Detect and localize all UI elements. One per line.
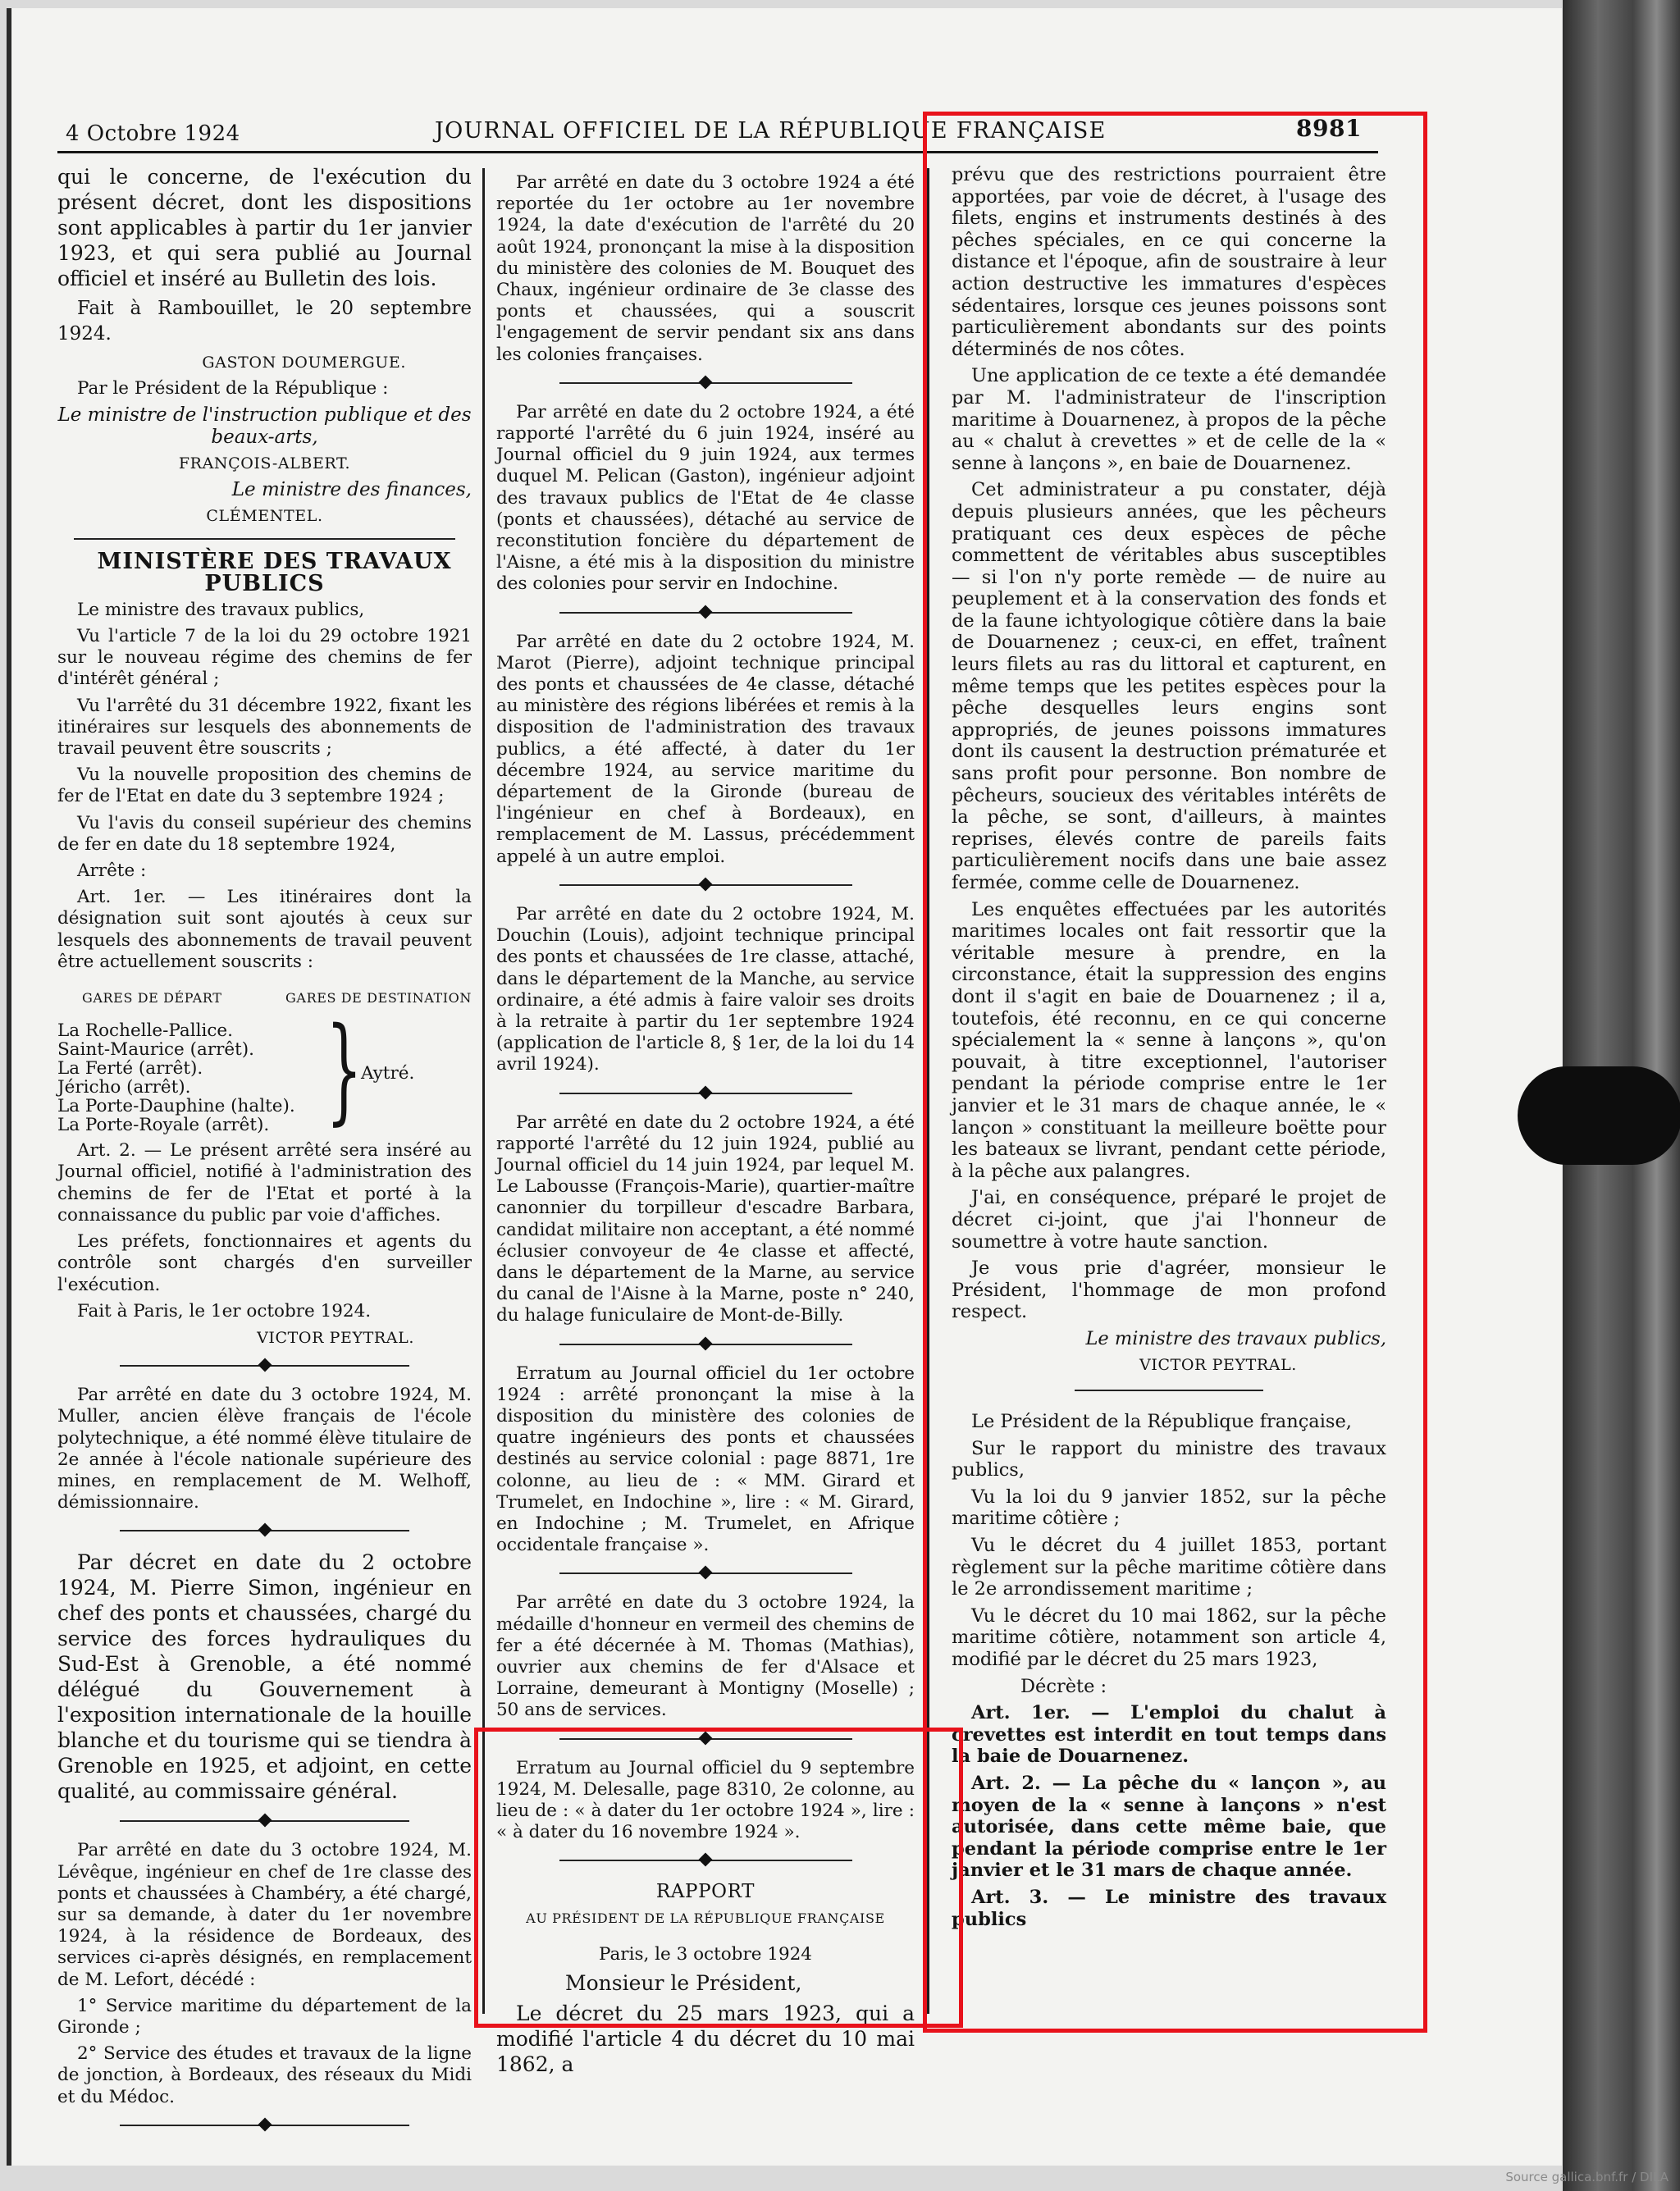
section-heading: MINISTÈRE DES TRAVAUX PUBLICS (97, 549, 452, 596)
service-1: 1° Service maritime du département de la Gironde ; (57, 1995, 472, 2038)
visa-3: Vu la nouvelle proposition des chemins de fer de l'Etat en date du 3 septembre 1924 ; (57, 765, 472, 807)
rapport-subtitle: AU PRÉSIDENT DE LA RÉPUBLIQUE FRANÇAISE (526, 1910, 885, 1926)
decret-sur-rapport: Sur le rapport du ministre des travaux publics, (952, 1437, 1386, 1481)
rapport-date: Paris, le 3 octobre 1924 (598, 1943, 812, 1965)
visa-4: Vu l'avis du conseil supérieur des chemins de fer en date du 18 septembre 1924, (57, 812, 472, 855)
station-item: La Rochelle-Pallice. (57, 1020, 233, 1042)
highlight-box-column-3 (923, 112, 1427, 2033)
rapport-text-2: Une application de ce texte a été demandée par M. l'administrateur de l'inscription maritime à Douarnenez, à propos de la pêche au « chalut à crevettes » et de celle de la « senne à lançons », en baie de Douarnenez. (952, 365, 1386, 474)
signature-clementel: CLÉMENTEL. (206, 507, 323, 526)
decrete-label: Décrète : (1020, 1675, 1107, 1697)
decret-president: Le Président de la République française, (971, 1411, 1352, 1433)
fait-paris: Fait à Paris, le 1er octobre 1924. (77, 1300, 372, 1321)
rapport-ministre: Le ministre des travaux publics, (1085, 1327, 1386, 1349)
rapport-text-5: J'ai, en conséquence, préparé le projet de décret ci-joint, que j'ai l'honneur de soumettre à votre haute sanction. (952, 1187, 1386, 1253)
erratum-delesalle: Erratum au Journal officiel du 9 septembre 1924, M. Delesalle, page 8310, 2e colonne, au lieu de : « à dater du 1er octobre 1924 », lire : « à dater du 16 novembre 1924 ». (496, 1757, 915, 1843)
arrete-label: Arrête : (77, 860, 147, 882)
erratum-girard: Erratum au Journal officiel du 1er octobre 1924 : arrêté prononçant la mise à la disposition du ministère des colonies de quatre ingénieurs des ponts et chaussées destinés au service colonial : page 8871, 1re colonne, au lieu de : « MM. Girard et Trumelet, en Indochine », lire : « M. Girard, en Indochine ; M. Trumelet, en Afrique occidentale française ». (496, 1363, 915, 1556)
ministre-instruction: Le ministre de l'instruction publique et des beaux-arts, (57, 404, 472, 448)
page-number: 8981 (1296, 115, 1362, 142)
source-footer: Source gallica.bnf.fr / DILA (1505, 2170, 1669, 2184)
header-date: 4 Octobre 1924 (66, 121, 240, 146)
arrete-marot: Par arrêté en date du 2 octobre 1924, M. Marot (Pierre), adjoint technique principal des ponts et chaussées de 4e classe, détaché au ministère des régions libérées et remis à la disposition de l'administration des travaux publics, a été affecté, à dater du 1er décembre 1924, au service maritime du département de la Gironde (bureau de l'ingénieur en chef à Bordeaux), en remplacement de M. Lassus, précédemment appelé à un autre emploi. (496, 631, 915, 867)
section-separator (74, 538, 455, 540)
rapport-text-4: Les enquêtes effectuées par les autorités maritimes locales ont fait ressortir que la véritable mesure à prendre, en la circonstance, était la suppression des engins dont il s'agit en baie de Douarnenez ; il a, toutefois, été reconnu, en ce qui concerne spécialement la « senne à lançons », qu'on pouvait, à titre exceptionnel, l'autoriser pendant la période comprise entre le 1er janvier et le 31 mars de chaque année, le « lançon » constituant la meilleure boëtte pour les bateaux se livrant, pendant cette période, à la pêche aux palangres. (952, 898, 1386, 1182)
arrete-bouquet: Par arrêté en date du 3 octobre 1924 a été reportée du 1er octobre au 1er novembre 1924, la date d'exécution de l'arrêté du 20 août 1924, prononçant la mise à la disposition du ministère des colonies de M. Bouquet des Chaux, ingénieur ordinaire de 3e classe des ponts et chaussées, qui a souscrit l'engagement de servir pendant six ans dans les colonies françaises. (496, 172, 915, 365)
highlight-box-rapport (474, 1728, 963, 2028)
header-gares-depart: GARES DE DÉPART (82, 990, 222, 1006)
ornament-separator (57, 1812, 472, 1830)
article-1: Art. 1er. — Les itinéraires dont la désignation suit sont ajoutés à ceux sur lesquels des abonnements de travail peuvent être actuellement souscrits : (57, 887, 472, 972)
header-gares-destination: GARES DE DESTINATION (285, 990, 472, 1006)
rapport-text-6: Je vous prie d'agréer, monsieur le Président, l'hommage de mon profond respect. (952, 1258, 1386, 1323)
station-item: Jéricho (arrêt). (57, 1077, 191, 1098)
article-2: Art. 2. — Le présent arrêté sera inséré au Journal officiel, notifié à l'administration des chemins de fer de l'Etat et porté à la connaissance du public par voie d'affiches. (57, 1140, 472, 1226)
rapport-text-3: Cet administrateur a pu constater, déjà depuis plusieurs années, que les pêcheurs pratiquant ces deux espèces de pêche commettent de véritables abus susceptibles — si l'on n'y porte remède — de nuire au peuplement et à la conservation des fonds et de la faune ichtyologique côtière dans la baie de Douarnenez ; ceux-ci, en effet, traînent leurs filets au ras du littoral et capturent, en même temps que les petites espèces pour la pêche desquelles leurs engins sont appropriés, de jeunes poissons immatures dont ils causent la destruction prématurée et sans profit pour personne. Bon nombre de pêcheurs, soucieux des véritables intérêts de la pêche, se sont, d'ailleurs, à maintes reprises, élevés contre de pareils faits particulièrement nocifs dans une baie assez fermée, comme celle de Douarnenez. (952, 479, 1386, 893)
arrete-muller: Par arrêté en date du 3 octobre 1924, M. Muller, ancien élève français de l'école polytechnique, a été nommé élève titulaire de 2e année à l'école nationale supérieure des mines, en remplacement de M. Welhoff, démissionnaire. (57, 1385, 472, 1513)
rapport-title: RAPPORT (655, 1881, 756, 1903)
decree-fait: Fait à Rambouillet, le 20 septembre 1924. (57, 298, 472, 345)
rapport-salutation: Monsieur le Président, (565, 1971, 802, 1996)
brace-symbol: } (326, 1003, 363, 1138)
ornament-separator (57, 2116, 472, 2134)
header-title: JOURNAL OFFICIEL DE LA RÉPUBLIQUE FRANÇAISE (435, 118, 1107, 144)
ornament-separator (496, 1335, 915, 1353)
station-item: La Porte-Dauphine (halte). (57, 1096, 295, 1117)
service-2: 2° Service des études et travaux de la ligne de jonction, à Bordeaux, des réseaux du Midi et du Médoc. (57, 2043, 472, 2107)
signature-francois-albert: FRANÇOIS-ALBERT. (178, 454, 351, 472)
arrete-pelican: Par arrêté en date du 2 octobre 1924, a été rapporté l'arrêté du 6 juin 1924, inséré au Journal officiel du 9 juin 1924, aux termes duquel M. Pelican (Gaston), ingénieur adjoint des travaux publics de l'Etat de 4e classe (ponts et chaussées), détaché au service de reconstitution foncière du département de l'Aisne, a été mis à la disposition du ministre des colonies pour servir en Indochine. (496, 401, 915, 595)
rapport-text-1: prévu que des restrictions pourraient être apportées, par voie de décret, à l'usage des filets, engins et instruments destinés à des pêches spéciales, en ce qui concerne la distance et l'époque, afin de soustraire à leur action destructive les immatures d'espèces sédentaires, lorsque ces jeunes poissons sont particulièrement abondants sur des points déterminés de nos côtes. (952, 164, 1386, 360)
ornament-separator (496, 1564, 915, 1582)
station-item: La Ferté (arrêt). (57, 1058, 203, 1080)
station-item: Saint-Maurice (arrêt). (57, 1039, 254, 1061)
decret-visa-2: Vu le décret du 4 juillet 1853, portant règlement sur la pêche maritime côtière dans le 2e arrondissement maritime ; (952, 1535, 1386, 1600)
decret-article-3: Art. 3. — Le ministre des travaux publics (952, 1886, 1386, 1930)
table-headers (82, 988, 472, 1009)
rapport-signature: VICTOR PEYTRAL. (1139, 1356, 1297, 1375)
ministre-finances: Le ministre des finances, (231, 479, 472, 501)
arrete-le-labousse: Par arrêté en date du 2 octobre 1924, a été rapporté l'arrêté du 12 juin 1924, publié au Journal officiel du 14 juin 1924, par lequel M. Le Labousse (François-Marie), quartier-maître canonnier du torpilleur d'escadre Barbara, candidat militaire non acceptant, a été nommé éclusier convoyeur de 4e classe et affecté, dans le département de la Marne, au service du canal de l'Aisne à la Marne, poste n° 240, du halage funiculaire de Mont-de-Billy. (496, 1111, 915, 1326)
ministre-line: Le ministre des travaux publics, (77, 599, 365, 620)
signature-peytral: VICTOR PEYTRAL. (257, 1328, 414, 1347)
rapport-opening: Le décret du 25 mars 1923, qui a modifié l'article 4 du décret du 10 mai 1862, a (496, 2002, 915, 2077)
visa-1: Vu l'article 7 de la loi du 29 octobre 1921 sur le nouveau régime des chemins de fer d'intérêt général ; (57, 626, 472, 690)
arrete-douchin: Par arrêté en date du 2 octobre 1924, M. Douchin (Louis), adjoint technique principal des ponts et chaussées de 1re classe, attaché, dans le département de la Manche, au service ordinaire, a été admis à faire valoir ses droits à la retraite à partir du 1er septembre 1924 (application de l'article 8, § 1er, de la loi du 14 avril 1924). (496, 903, 915, 1075)
stations-table (57, 1003, 472, 1176)
decret-article-2: Art. 2. — La pêche du « lançon », au moyen de la « senne à lançons » n'est autorisée, dans cette même baie, que pendant la période comprise entre le 1er janvier et le 31 mars de chaque année. (952, 1772, 1386, 1882)
ornament-separator (496, 1084, 915, 1102)
decret-visa-3: Vu le décret du 10 mai 1862, sur la pêche maritime côtière, notamment son article 4, modifié par le décret du 25 mars 1923, (952, 1604, 1386, 1670)
decree-closing-text: qui le concerne, de l'exécution du présent décret, dont les dispositions sont applicables à partir du 1er janvier 1923, et qui sera publié au Journal officiel et inséré au Bulletin des lois. (57, 165, 472, 290)
arrete-thomas: Par arrêté en date du 3 octobre 1924, la médaille d'honneur en vermeil des chemins de fer a été décernée à M. Thomas (Mathias), ouvrier aux chemins de fer d'Alsace et Lorraine, demeurant à Montigny (Moselle) ; 50 ans de services. (496, 1592, 915, 1721)
prefets-text: Les préfets, fonctionnaires et agents du contrôle sont chargés d'en surveiller l'exécution. (57, 1231, 472, 1295)
ornament-separator (496, 604, 915, 622)
binding-clip-shadow (1518, 1066, 1680, 1165)
ornament-separator (57, 1522, 472, 1540)
decret-article-1: Art. 1er. — L'emploi du chalut à crevettes est interdit en tout temps dans la baie de Douarnenez. (952, 1702, 1386, 1768)
decret-visa-1: Vu la loi du 9 janvier 1852, sur la pêche maritime côtière ; (952, 1486, 1386, 1530)
signature-doumergue: GASTON DOUMERGUE. (202, 354, 406, 372)
destination-station: Aytré. (361, 1063, 415, 1084)
ornament-separator (496, 374, 915, 392)
arrete-leveque: Par arrêté en date du 3 octobre 1924, M. Lévêque, ingénieur en chef de 1re classe des ponts et chaussées à Chambéry, a été chargé, sur sa demande, à dater du 1er novembre 1924, à la résidence de Bordeaux, des services ci-après désignés, en remplacement de M. Lefort, décédé : (57, 1840, 472, 1990)
decret-simon: Par décret en date du 2 octobre 1924, M. Pierre Simon, ingénieur en chef des ponts et chaussées, chargé du service des forces hydrauliques du Sud-Est à Grenoble, a été nommé délégué du Gouvernement à l'exposition internationale de la houille blanche et du tourisme qui se tiendra à Grenoble en 1925, et adjoint, en cette qualité, au commissaire général. (57, 1550, 472, 1804)
visa-2: Vu l'arrêté du 31 décembre 1922, fixant les itinéraires sur lesquels des abonnements de travail peuvent être souscrits ; (57, 695, 472, 760)
ornament-separator (496, 876, 915, 894)
par-le-president: Par le Président de la République : (77, 378, 389, 399)
ornament-separator (57, 1357, 472, 1375)
column-1 (57, 164, 472, 2144)
station-item: La Porte-Royale (arrêt). (57, 1115, 270, 1136)
